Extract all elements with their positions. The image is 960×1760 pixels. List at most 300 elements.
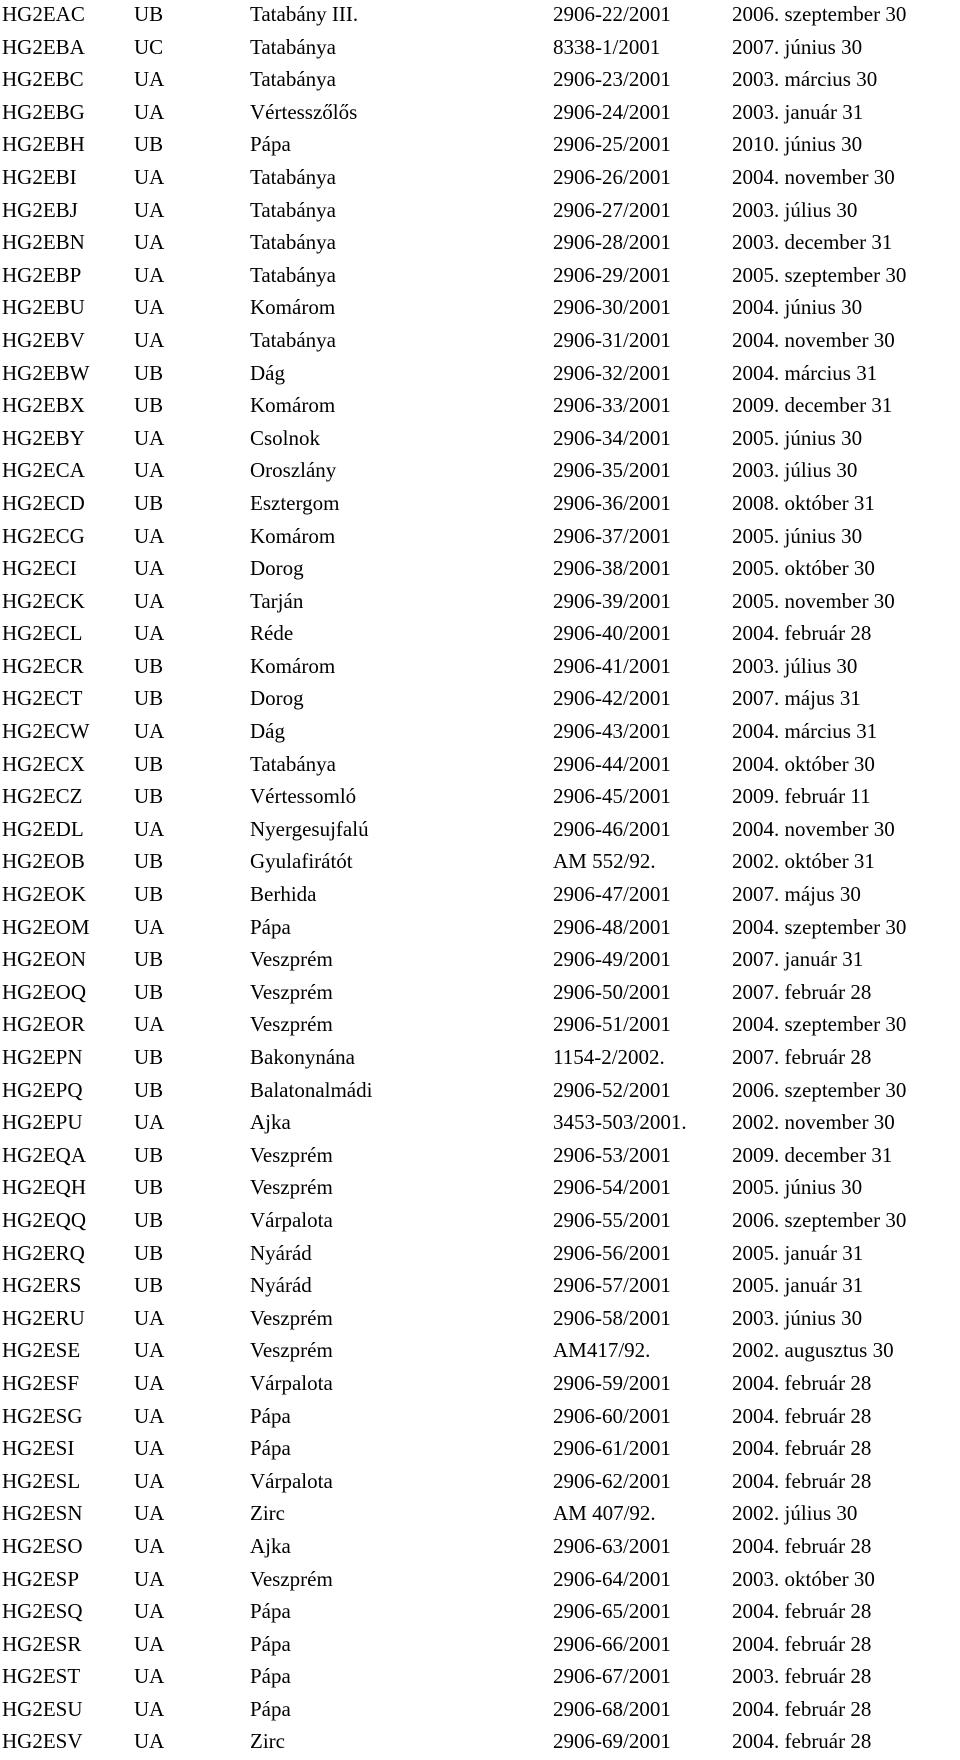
station-code-cell: HG2EST	[2, 1664, 81, 1689]
class-cell: UB	[134, 947, 164, 972]
expiry-date-cell: 2004. február 28	[732, 1533, 872, 1558]
reference-number-cell: 2906-36/2001	[553, 490, 671, 515]
reference-number-cell: 2906-51/2001	[553, 1012, 671, 1037]
class-cell: UA	[134, 556, 165, 581]
table-row	[0, 1108, 960, 1141]
city-cell: Zirc	[250, 1729, 285, 1754]
expiry-date-cell: 2003. március 30	[732, 67, 878, 92]
expiry-date-cell: 2003. június 30	[732, 1305, 863, 1330]
city-cell: Tatabány III.	[250, 2, 359, 26]
expiry-date-cell: 2007. június 30	[732, 34, 863, 59]
reference-number-cell: AM 552/92.	[553, 849, 656, 874]
city-cell: Veszprém	[250, 1012, 333, 1037]
expiry-date-cell: 2005. január 31	[732, 1240, 864, 1265]
class-cell: UA	[134, 914, 165, 939]
city-cell: Várpalota	[250, 1468, 333, 1493]
city-cell: Pápa	[250, 1696, 291, 1721]
station-code-cell: HG2ERQ	[2, 1240, 85, 1265]
table-row	[0, 1467, 960, 1500]
reference-number-cell: 2906-53/2001	[553, 1142, 671, 1167]
table-row	[0, 1434, 960, 1467]
table-row	[0, 1369, 960, 1402]
expiry-date-cell: 2004. február 28	[732, 621, 872, 646]
reference-number-cell: 2906-48/2001	[553, 914, 671, 939]
station-code-cell: HG2ECR	[2, 653, 84, 678]
table-row	[0, 1630, 960, 1663]
expiry-date-cell: 2003. december 31	[732, 230, 893, 255]
table-row	[0, 130, 960, 163]
reference-number-cell: 2906-35/2001	[553, 458, 671, 483]
city-cell: Tatabánya	[250, 34, 336, 59]
reference-number-cell: 2906-62/2001	[553, 1468, 671, 1493]
station-code-cell: HG2EBV	[2, 327, 85, 352]
station-code-cell: HG2ECG	[2, 523, 85, 548]
reference-number-cell: 2906-67/2001	[553, 1664, 671, 1689]
reference-number-cell: 2906-40/2001	[553, 621, 671, 646]
expiry-date-cell: 2002. október 31	[732, 849, 875, 874]
expiry-date-cell: 2003. július 30	[732, 197, 858, 222]
class-cell: UA	[134, 99, 165, 124]
class-cell: UA	[134, 1729, 165, 1754]
station-code-cell: HG2ECD	[2, 490, 85, 515]
class-cell: UC	[134, 34, 164, 59]
expiry-date-cell: 2004. június 30	[732, 295, 863, 320]
class-cell: UA	[134, 1338, 165, 1363]
class-cell: UB	[134, 1273, 164, 1298]
station-code-cell: HG2EBN	[2, 230, 85, 255]
class-cell: UA	[134, 816, 165, 841]
station-code-cell: HG2ECT	[2, 686, 83, 711]
table-row	[0, 0, 960, 33]
reference-number-cell: 2906-27/2001	[553, 197, 671, 222]
station-code-cell: HG2ECK	[2, 588, 85, 613]
city-cell: Tatabánya	[250, 327, 336, 352]
reference-number-cell: 2906-54/2001	[553, 1175, 671, 1200]
city-cell: Várpalota	[250, 1207, 333, 1232]
class-cell: UB	[134, 393, 164, 418]
expiry-date-cell: 2003. július 30	[732, 653, 858, 678]
reference-number-cell: 2906-42/2001	[553, 686, 671, 711]
expiry-date-cell: 2006. szeptember 30	[732, 2, 907, 26]
expiry-date-cell: 2010. június 30	[732, 132, 863, 157]
class-cell: UA	[134, 327, 165, 352]
station-code-cell: HG2ESI	[2, 1436, 75, 1461]
station-code-cell: HG2ESF	[2, 1370, 80, 1395]
table-row	[0, 1271, 960, 1304]
reference-number-cell: 2906-33/2001	[553, 393, 671, 418]
expiry-date-cell: 2009. december 31	[732, 1142, 893, 1167]
class-cell: UB	[134, 132, 164, 157]
class-cell: UA	[134, 425, 165, 450]
station-code-cell: HG2EON	[2, 947, 86, 972]
reference-number-cell: AM417/92.	[553, 1338, 651, 1363]
expiry-date-cell: 2003. január 31	[732, 99, 864, 124]
reference-number-cell: AM 407/92.	[553, 1501, 656, 1526]
reference-number-cell: 2906-26/2001	[553, 164, 671, 189]
station-code-cell: HG2EPU	[2, 1110, 83, 1135]
city-cell: Pápa	[250, 1599, 291, 1624]
reference-number-cell: 2906-23/2001	[553, 67, 671, 92]
reference-number-cell: 2906-61/2001	[553, 1436, 671, 1461]
reference-number-cell: 2906-37/2001	[553, 523, 671, 548]
table-row	[0, 717, 960, 750]
station-code-cell: HG2ESE	[2, 1338, 81, 1363]
city-cell: Nyárád	[250, 1240, 312, 1265]
city-cell: Veszprém	[250, 1338, 333, 1363]
table-row	[0, 1662, 960, 1695]
city-cell: Pápa	[250, 914, 291, 939]
city-cell: Pápa	[250, 1403, 291, 1428]
class-cell: UA	[134, 621, 165, 646]
expiry-date-cell: 2004. október 30	[732, 751, 875, 776]
table-row	[0, 261, 960, 294]
class-cell: UA	[134, 523, 165, 548]
table-row	[0, 782, 960, 815]
table-row	[0, 847, 960, 880]
table-row	[0, 978, 960, 1011]
city-cell: Gyulafirátót	[250, 849, 353, 874]
class-cell: UB	[134, 653, 164, 678]
reference-number-cell: 2906-66/2001	[553, 1631, 671, 1656]
class-cell: UA	[134, 1599, 165, 1624]
city-cell: Veszprém	[250, 1175, 333, 1200]
city-cell: Veszprém	[250, 1142, 333, 1167]
city-cell: Bakonynána	[250, 1045, 355, 1069]
class-cell: UB	[134, 1175, 164, 1200]
reference-number-cell: 2906-43/2001	[553, 719, 671, 744]
expiry-date-cell: 2006. szeptember 30	[732, 1077, 907, 1102]
expiry-date-cell: 2004. február 28	[732, 1599, 872, 1624]
expiry-date-cell: 2005. november 30	[732, 588, 895, 613]
city-cell: Komárom	[250, 393, 336, 418]
reference-number-cell: 2906-50/2001	[553, 979, 671, 1004]
expiry-date-cell: 2005. október 30	[732, 556, 875, 581]
expiry-date-cell: 2003. február 28	[732, 1664, 872, 1689]
expiry-date-cell: 2007. február 28	[732, 1045, 872, 1069]
station-code-cell: HG2EAC	[2, 2, 85, 26]
reference-number-cell: 2906-60/2001	[553, 1403, 671, 1428]
station-code-cell: HG2EPN	[2, 1045, 83, 1069]
reference-number-cell: 2906-39/2001	[553, 588, 671, 613]
station-code-cell: HG2EOR	[2, 1012, 85, 1037]
table-row	[0, 652, 960, 685]
reference-number-cell: 2906-22/2001	[553, 2, 671, 26]
reference-number-cell: 2906-44/2001	[553, 751, 671, 776]
table-row	[0, 684, 960, 717]
reference-number-cell: 2906-24/2001	[553, 99, 671, 124]
station-code-cell: HG2ESG	[2, 1403, 83, 1428]
station-code-cell: HG2EBC	[2, 67, 84, 92]
table-row	[0, 33, 960, 66]
station-code-cell: HG2EOB	[2, 849, 85, 874]
class-cell: UA	[134, 262, 165, 287]
station-code-cell: HG2EBA	[2, 34, 85, 59]
table-row	[0, 1043, 960, 1076]
class-cell: UA	[134, 67, 165, 92]
station-code-cell: HG2EBY	[2, 425, 85, 450]
city-cell: Veszprém	[250, 1566, 333, 1591]
expiry-date-cell: 2009. február 11	[732, 784, 871, 809]
station-code-cell: HG2EBG	[2, 99, 85, 124]
class-cell: UA	[134, 1110, 165, 1135]
station-code-cell: HG2ESL	[2, 1468, 81, 1493]
class-cell: UB	[134, 490, 164, 515]
class-cell: UA	[134, 295, 165, 320]
expiry-date-cell: 2005. június 30	[732, 1175, 863, 1200]
station-code-cell: HG2ESO	[2, 1533, 83, 1558]
table-row	[0, 456, 960, 489]
expiry-date-cell: 2002. július 30	[732, 1501, 858, 1526]
table-row	[0, 326, 960, 359]
table-row	[0, 554, 960, 587]
table-row	[0, 196, 960, 229]
table-row	[0, 1076, 960, 1109]
table-row	[0, 1010, 960, 1043]
city-cell: Komárom	[250, 295, 336, 320]
expiry-date-cell: 2007. május 30	[732, 882, 861, 907]
city-cell: Tatabánya	[250, 751, 336, 776]
city-cell: Tatabánya	[250, 230, 336, 255]
expiry-date-cell: 2008. október 31	[732, 490, 875, 515]
class-cell: UA	[134, 588, 165, 613]
table-row	[0, 1239, 960, 1272]
table-row	[0, 619, 960, 652]
station-code-cell: HG2EBP	[2, 262, 82, 287]
class-cell: UA	[134, 1012, 165, 1037]
table-row	[0, 815, 960, 848]
class-cell: UB	[134, 360, 164, 385]
class-cell: UB	[134, 784, 164, 809]
station-code-cell: HG2EOM	[2, 914, 90, 939]
table-row	[0, 1336, 960, 1369]
class-cell: UA	[134, 1533, 165, 1558]
table-row	[0, 1173, 960, 1206]
station-code-cell: HG2EBX	[2, 393, 85, 418]
city-cell: Zirc	[250, 1501, 285, 1526]
class-cell: UA	[134, 1468, 165, 1493]
station-code-cell: HG2EQH	[2, 1175, 86, 1200]
class-cell: UA	[134, 719, 165, 744]
station-code-cell: HG2ERS	[2, 1273, 82, 1298]
table-row	[0, 1402, 960, 1435]
class-cell: UB	[134, 979, 164, 1004]
expiry-date-cell: 2002. november 30	[732, 1110, 895, 1135]
city-cell: Pápa	[250, 1664, 291, 1689]
reference-number-cell: 2906-25/2001	[553, 132, 671, 157]
expiry-date-cell: 2004. február 28	[732, 1729, 872, 1754]
city-cell: Csolnok	[250, 425, 321, 450]
table-row	[0, 1141, 960, 1174]
table-row	[0, 98, 960, 131]
expiry-date-cell: 2004. február 28	[732, 1468, 872, 1493]
station-code-cell: HG2EBU	[2, 295, 85, 320]
station-code-cell: HG2ESR	[2, 1631, 82, 1656]
city-cell: Tatabánya	[250, 197, 336, 222]
class-cell: UA	[134, 1566, 165, 1591]
city-cell: Várpalota	[250, 1370, 333, 1395]
table-row	[0, 1206, 960, 1239]
expiry-date-cell: 2004. február 28	[732, 1403, 872, 1428]
class-cell: UB	[134, 2, 164, 26]
table-row	[0, 522, 960, 555]
class-cell: UA	[134, 1501, 165, 1526]
station-code-cell: HG2EQA	[2, 1142, 86, 1167]
city-cell: Veszprém	[250, 979, 333, 1004]
station-code-cell: HG2ESQ	[2, 1599, 83, 1624]
station-code-cell: HG2ECX	[2, 751, 85, 776]
city-cell: Vértessomló	[250, 784, 357, 809]
expiry-date-cell: 2007. január 31	[732, 947, 864, 972]
station-code-cell: HG2EOQ	[2, 979, 86, 1004]
city-cell: Esztergom	[250, 490, 340, 515]
class-cell: UA	[134, 230, 165, 255]
reference-number-cell: 2906-69/2001	[553, 1729, 671, 1754]
reference-number-cell: 2906-38/2001	[553, 556, 671, 581]
reference-number-cell: 2906-49/2001	[553, 947, 671, 972]
expiry-date-cell: 2006. szeptember 30	[732, 1207, 907, 1232]
table-row	[0, 1499, 960, 1532]
station-code-cell: HG2ECW	[2, 719, 90, 744]
class-cell: UA	[134, 1436, 165, 1461]
class-cell: UB	[134, 1142, 164, 1167]
reference-number-cell: 2906-28/2001	[553, 230, 671, 255]
city-cell: Tarján	[250, 588, 304, 613]
table-row	[0, 163, 960, 196]
reference-number-cell: 2906-34/2001	[553, 425, 671, 450]
station-code-cell: HG2EQQ	[2, 1207, 86, 1232]
reference-number-cell: 2906-45/2001	[553, 784, 671, 809]
table-row	[0, 880, 960, 913]
table-row	[0, 945, 960, 978]
expiry-date-cell: 2009. december 31	[732, 393, 893, 418]
city-cell: Dág	[250, 719, 285, 744]
expiry-date-cell: 2004. február 28	[732, 1631, 872, 1656]
city-cell: Pápa	[250, 1631, 291, 1656]
reference-number-cell: 2906-47/2001	[553, 882, 671, 907]
expiry-date-cell: 2005. szeptember 30	[732, 262, 907, 287]
table-row	[0, 1597, 960, 1630]
reference-number-cell: 3453-503/2001.	[553, 1110, 687, 1135]
city-cell: Réde	[250, 621, 294, 646]
station-code-cell: HG2ECL	[2, 621, 83, 646]
station-code-cell: HG2EBH	[2, 132, 85, 157]
station-code-cell: HG2EDL	[2, 816, 84, 841]
class-cell: UA	[134, 1403, 165, 1428]
reference-number-cell: 2906-58/2001	[553, 1305, 671, 1330]
city-cell: Ajka	[250, 1533, 291, 1558]
class-cell: UA	[134, 458, 165, 483]
city-cell: Balatonalmádi	[250, 1077, 373, 1102]
table-row	[0, 489, 960, 522]
station-code-cell: HG2ERU	[2, 1305, 85, 1330]
reference-number-cell: 2906-46/2001	[553, 816, 671, 841]
reference-number-cell: 2906-56/2001	[553, 1240, 671, 1265]
class-cell: UB	[134, 882, 164, 907]
reference-number-cell: 2906-41/2001	[553, 653, 671, 678]
class-cell: UA	[134, 1664, 165, 1689]
city-cell: Veszprém	[250, 1305, 333, 1330]
city-cell: Ajka	[250, 1110, 291, 1135]
city-cell: Dorog	[250, 556, 304, 581]
expiry-date-cell: 2007. február 28	[732, 979, 872, 1004]
expiry-date-cell: 2005. június 30	[732, 523, 863, 548]
expiry-date-cell: 2004. szeptember 30	[732, 1012, 907, 1037]
reference-number-cell: 2906-59/2001	[553, 1370, 671, 1395]
station-code-cell: HG2ESU	[2, 1696, 83, 1721]
table-row	[0, 750, 960, 783]
station-code-cell: HG2EBW	[2, 360, 90, 385]
expiry-date-cell: 2004. február 28	[732, 1436, 872, 1461]
reference-number-cell: 2906-63/2001	[553, 1533, 671, 1558]
station-code-cell: HG2EPQ	[2, 1077, 83, 1102]
table-row	[0, 1532, 960, 1565]
city-cell: Pápa	[250, 132, 291, 157]
station-code-cell: HG2EBI	[2, 164, 77, 189]
city-cell: Berhida	[250, 882, 317, 907]
table-row	[0, 293, 960, 326]
table-row	[0, 587, 960, 620]
city-cell: Tatabánya	[250, 262, 336, 287]
expiry-date-cell: 2004. március 31	[732, 360, 878, 385]
class-cell: UA	[134, 197, 165, 222]
table-row	[0, 391, 960, 424]
expiry-date-cell: 2005. január 31	[732, 1273, 864, 1298]
reference-number-cell: 2906-55/2001	[553, 1207, 671, 1232]
class-cell: UB	[134, 1077, 164, 1102]
expiry-date-cell: 2004. november 30	[732, 327, 895, 352]
table-row	[0, 228, 960, 261]
expiry-date-cell: 2005. június 30	[732, 425, 863, 450]
table-row	[0, 1304, 960, 1337]
expiry-date-cell: 2007. május 31	[732, 686, 861, 711]
table-row	[0, 913, 960, 946]
reference-number-cell: 2906-68/2001	[553, 1696, 671, 1721]
expiry-date-cell: 2003. október 30	[732, 1566, 875, 1591]
station-code-cell: HG2EBJ	[2, 197, 78, 222]
class-cell: UA	[134, 1696, 165, 1721]
reference-number-cell: 2906-29/2001	[553, 262, 671, 287]
city-cell: Nyárád	[250, 1273, 312, 1298]
station-code-cell: HG2ESP	[2, 1566, 80, 1591]
station-code-cell: HG2ECI	[2, 556, 77, 581]
station-code-cell: HG2ECZ	[2, 784, 83, 809]
station-code-cell: HG2ESN	[2, 1501, 83, 1526]
city-cell: Tatabánya	[250, 164, 336, 189]
class-cell: UA	[134, 1370, 165, 1395]
class-cell: UB	[134, 1045, 164, 1069]
city-cell: Nyergesujfalú	[250, 816, 369, 841]
reference-number-cell: 1154-2/2002.	[553, 1045, 665, 1069]
reference-number-cell: 2906-30/2001	[553, 295, 671, 320]
reference-number-cell: 2906-57/2001	[553, 1273, 671, 1298]
city-cell: Tatabánya	[250, 67, 336, 92]
reference-number-cell: 2906-64/2001	[553, 1566, 671, 1591]
station-code-cell: HG2EOK	[2, 882, 86, 907]
expiry-date-cell: 2002. augusztus 30	[732, 1338, 894, 1363]
table-row	[0, 359, 960, 392]
expiry-date-cell: 2004. szeptember 30	[732, 914, 907, 939]
table-row	[0, 65, 960, 98]
reference-number-cell: 2906-65/2001	[553, 1599, 671, 1624]
expiry-date-cell: 2004. november 30	[732, 816, 895, 841]
class-cell: UB	[134, 751, 164, 776]
expiry-date-cell: 2004. február 28	[732, 1370, 872, 1395]
class-cell: UB	[134, 1240, 164, 1265]
city-cell: Pápa	[250, 1436, 291, 1461]
city-cell: Komárom	[250, 523, 336, 548]
class-cell: UA	[134, 1305, 165, 1330]
city-cell: Vértesszőlős	[250, 99, 358, 124]
